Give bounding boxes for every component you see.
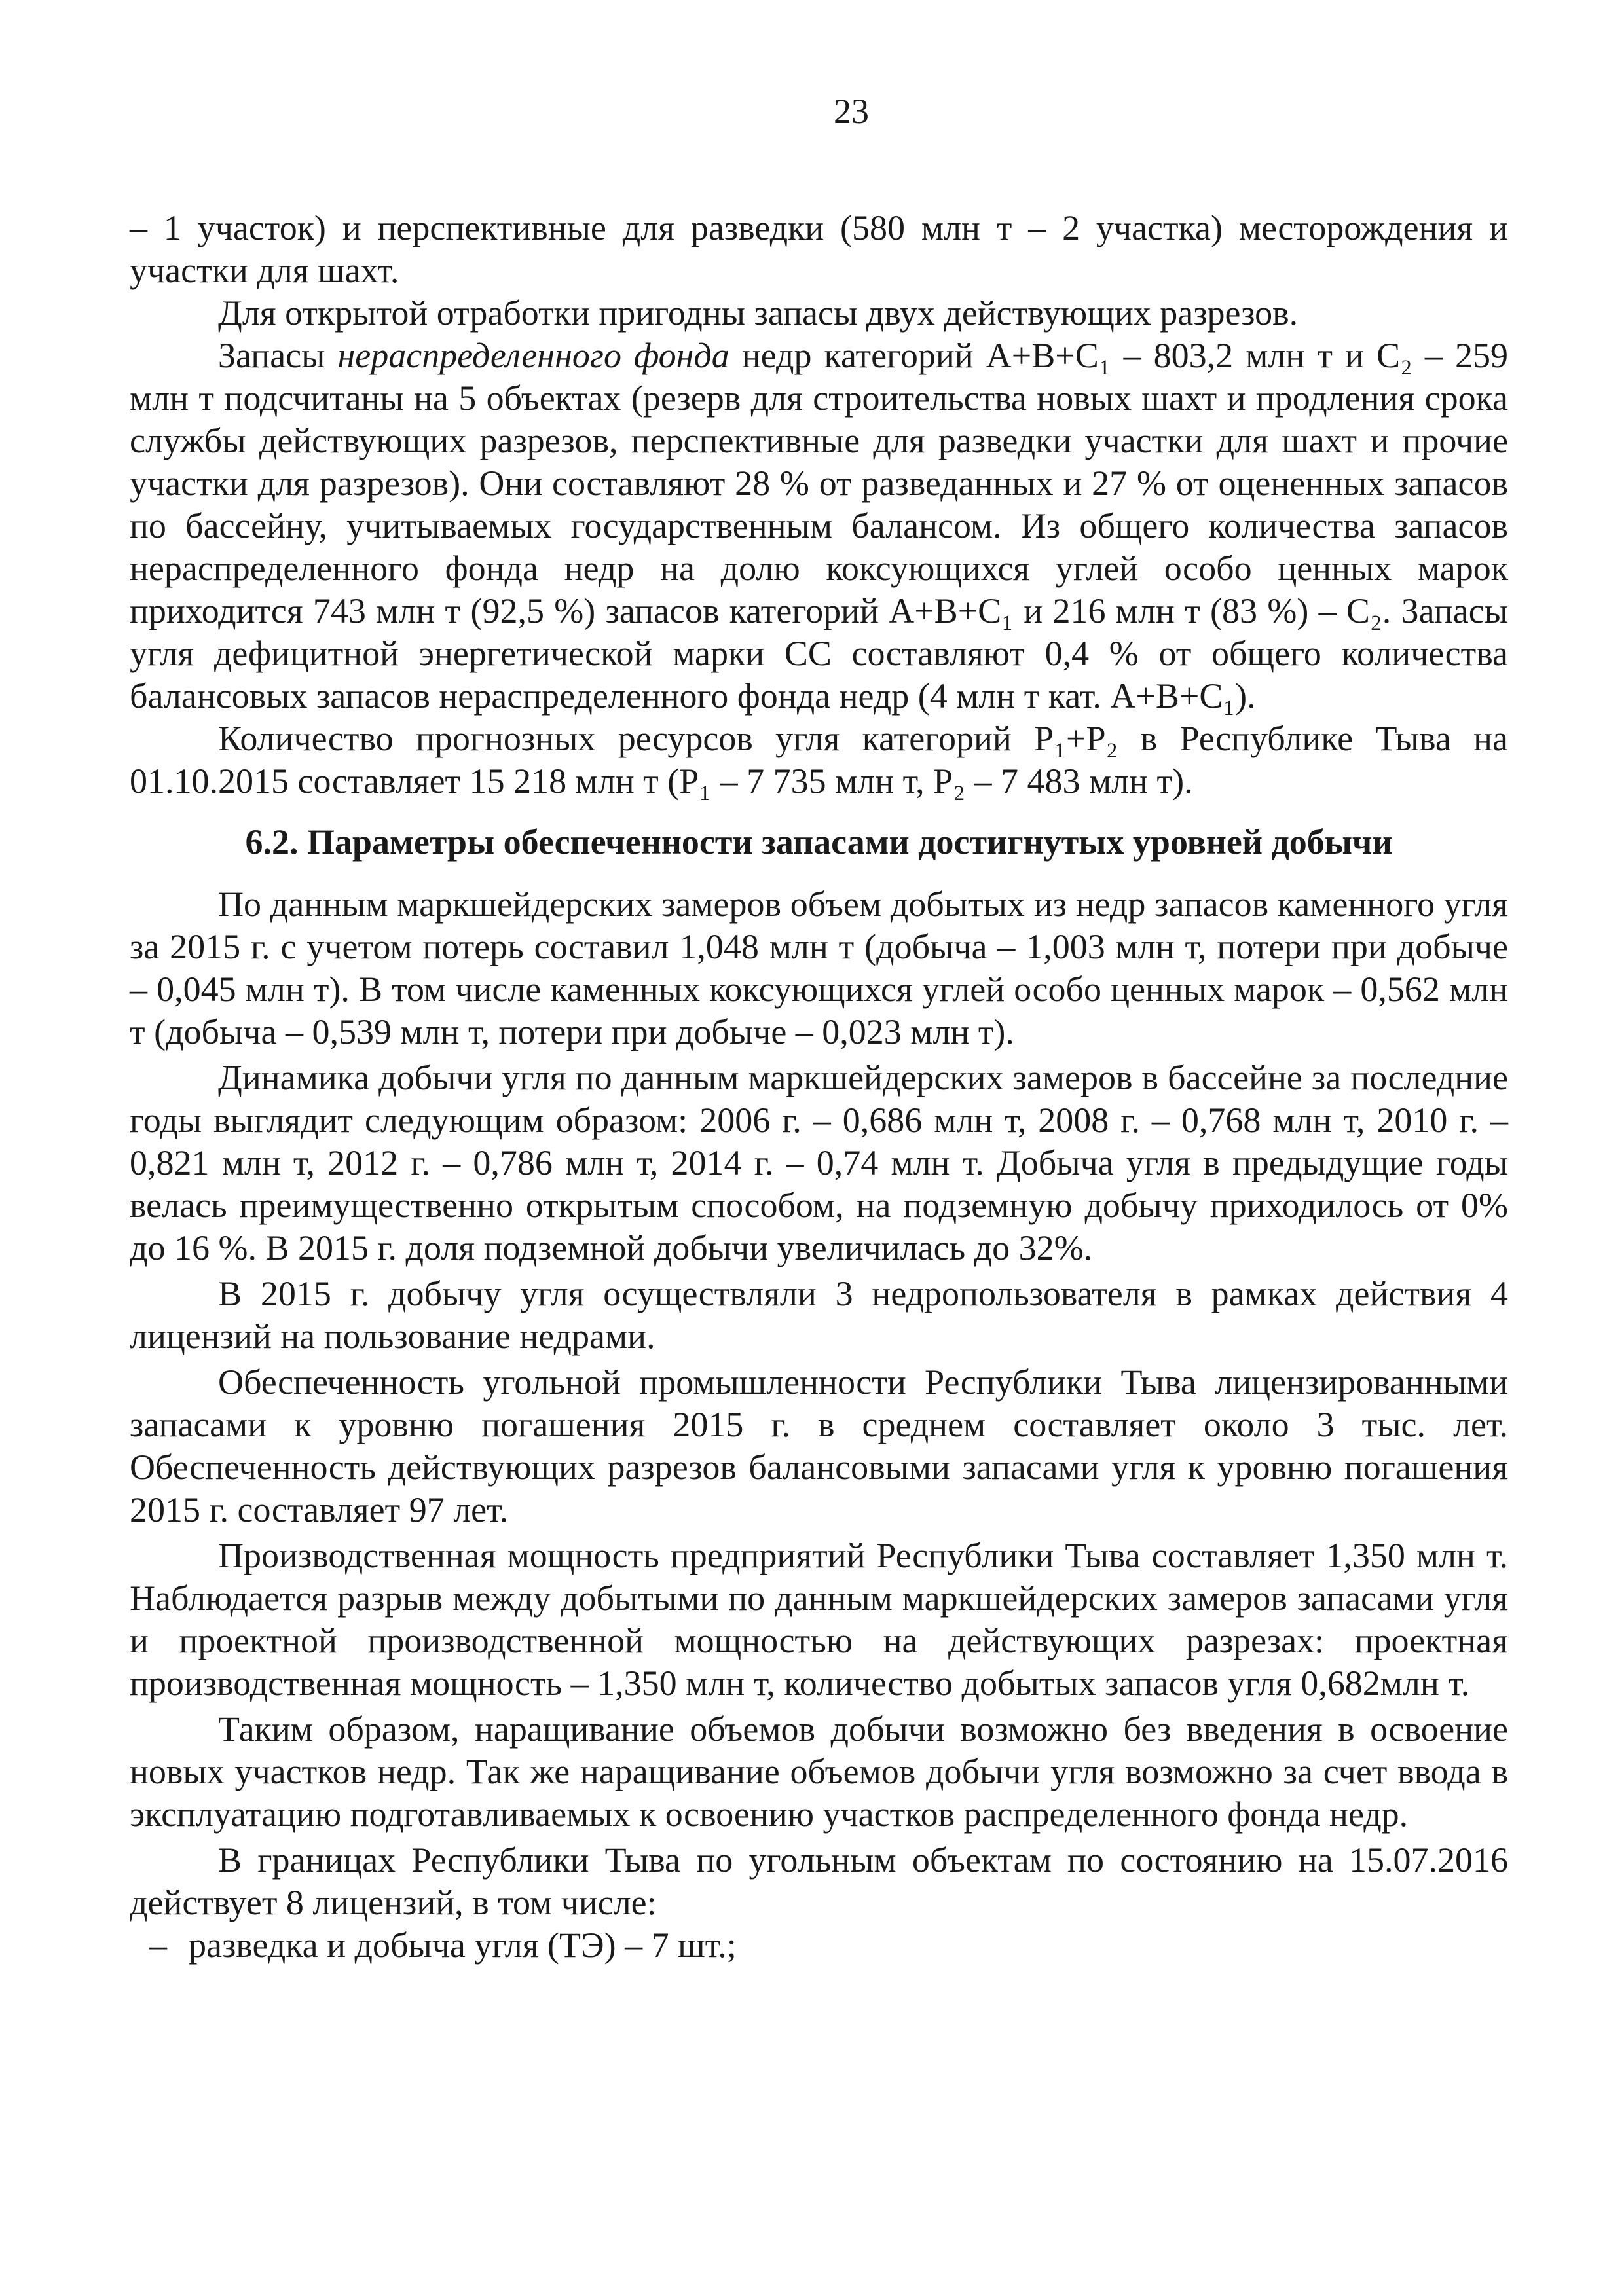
page-number: 23: [834, 92, 869, 131]
paragraph-conclusion: Таким образом, наращивание объемов добычи возможно без введения в освоение новых участков недр. Так же наращивание объемов добычи угля возможно за счет ввода в эксплуатацию подготавливаемых к освоению участков распределенного фонда недр.: [130, 1709, 1508, 1834]
paragraph-licensed-reserves: Обеспеченность угольной промышленности Республики Тыва лицензированными запасами к уровню погашения 2015 г. в среднем составляет около 3 тыс. лет. Обеспеченность действующих разрезов балансовыми запасами угля к уровню погашения 2015 г. составляет 97 лет.: [130, 1362, 1508, 1529]
list-item: [130, 1924, 1508, 1967]
paragraph-continuation: – 1 участок) и перспективные для разведки (580 млн т – 2 участка) месторождения и участки для шахт.: [130, 208, 1508, 290]
list-dash: –: [149, 1925, 167, 1965]
paragraph-production-capacity: Производственная мощность предприятий Республики Тыва составляет 1,350 млн т. Наблюдается разрыв между добытыми по данным маркшейдерских замеров запасами угля и проектной производственной мощностью на действующих разрезах: проектная производственная мощность – 1,350 млн т, количество добытых запасов угля 0,682млн т.: [130, 1536, 1508, 1703]
paragraph-open-pit: Для открытой отработки пригодны запасы двух действующих разрезов.: [218, 293, 1299, 333]
paragraph-survey-data: По данным маркшейдерских замеров объем добытых из недр запасов каменного угля за 2015 г. с учетом потерь составил 1,048 млн т (добыча – 1,003 млн т, потери при добыче – 0,045 млн т). В том числе каменных коксующихся углей особо ценных марок – 0,562 млн т (добыча – 0,539 млн т, потери при добыче – 0,023 млн т).: [130, 884, 1508, 1051]
list-item-text: разведка и добыча угля (ТЭ) – 7 шт.;: [189, 1925, 737, 1965]
paragraph-unallocated-reserves-post: недр категорий А+В+С₁ – 803,2 млн т и С₂ – 259 млн т подсчитаны на 5 объектах (резерв для строительства новых шахт и продления срока службы действующих разрезов, перспективные для разведки участки для шахт и прочие участки для разрезов). Они составляют 28 % от разведанных и 27 % от оцененных запасов по бассейну, учитываемых государственным балансом. Из общего количества запасов нераспределенного фонда недр на долю коксующихся углей особо ценных марок приходится 743 млн т (92,5 %) запасов категорий А+В+С₁ и 216 млн т (83 %) – С₂. Запасы угля дефицитной энергетической марки СС составляют 0,4 % от общего количества балансовых запасов нераспределенного фонда недр (4 млн т кат. А+В+С₁).: [130, 336, 1508, 716]
paragraph-forecast-resources: Количество прогнозных ресурсов угля категорий Р₁+Р₂ в Республике Тыва на 01.10.2015 составляет 15 218 млн т (Р₁ – 7 735 млн т, Р₂ – 7 483 млн т).: [130, 719, 1508, 801]
paragraph-unallocated-reserves-pre: Запасы: [218, 336, 338, 375]
paragraph-production-dynamics: Динамика добычи угля по данным маркшейдерских замеров в бассейне за последние годы выглядит следующим образом: 2006 г. – 0,686 млн т, 2008 г. – 0,768 млн т, 2010 г. – 0,821 млн т, 2012 г. – 0,786 млн т, 2014 г. – 0,74 млн т. Добыча угля в предыдущие годы велась преимущественно открытым способом, на подземную добычу приходилось от 0% до 16 %. В 2015 г. доля подземной добычи увеличилась до 32%.: [130, 1058, 1508, 1267]
paragraph-subsoil-users: В 2015 г. добычу угля осуществляли 3 недропользователя в рамках действия 4 лицензий на пользование недрами.: [130, 1274, 1508, 1356]
page-content: [130, 207, 1508, 1967]
paragraph-licenses: В границах Республики Тыва по угольным объектам по состоянию на 15.07.2016 действует 8 лицензий, в том числе:: [130, 1840, 1508, 1922]
italic-term: нераспределенного фонда: [337, 336, 729, 375]
section-heading: 6.2. Параметры обеспеченности запасами достигнутых уровней добычи: [245, 822, 1393, 862]
paragraph-unallocated-reserves: [130, 335, 1508, 718]
